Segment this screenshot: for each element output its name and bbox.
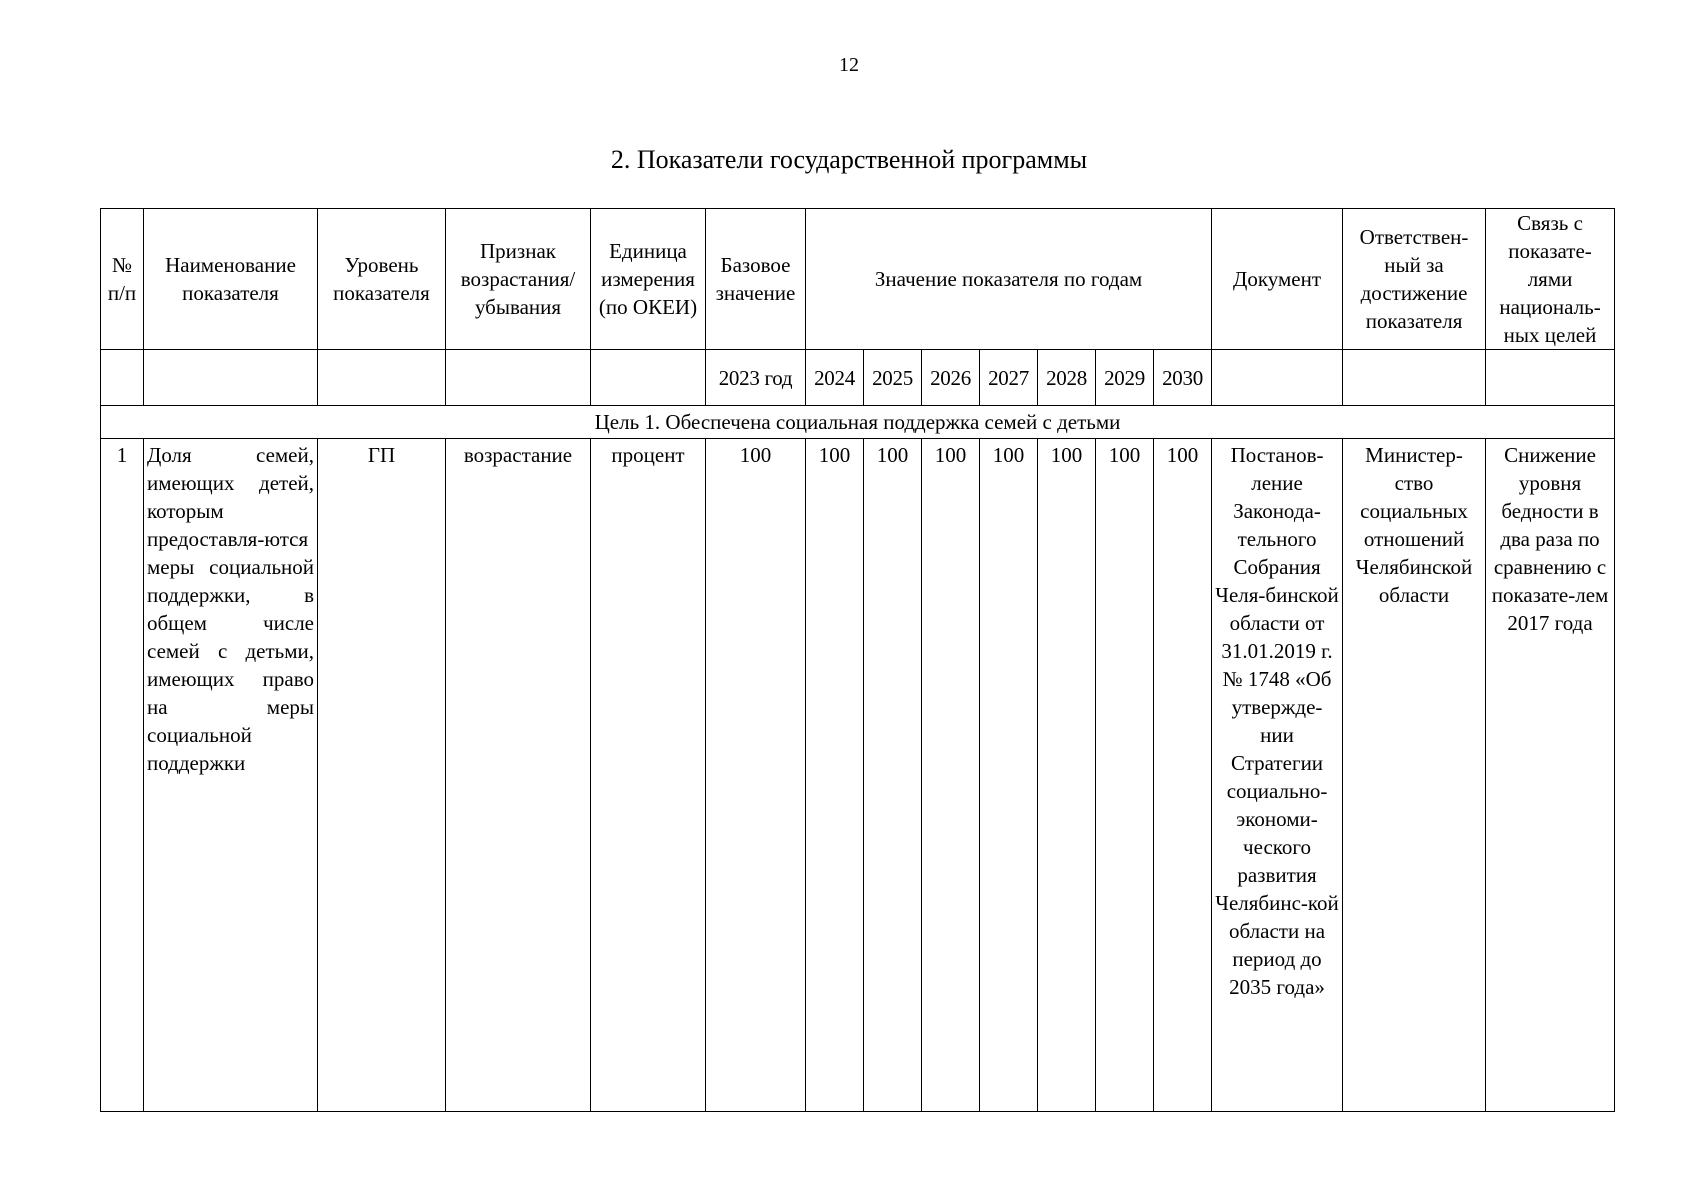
table-row <box>101 439 1615 1112</box>
header-document: Документ <box>1212 209 1343 350</box>
row-document: Постанов-ление Законода-тельного Собрания Челя-бинской области от 31.01.2019 г. № 1748 «Об утвержде-нии Стратегии социально-экономи-ческого развития Челябинс-кой области на период до 2035 года» <box>1212 439 1343 1112</box>
header-sign: Признак возрастания/ убывания <box>446 209 591 350</box>
row-indicator-name: Доля семей, имеющих детей, которым предоставля-ются меры социальной поддержки, в общем числе семей с детьми, имеющих право на меры социальной поддержки <box>144 439 318 1112</box>
row-value-2024: 100 <box>806 439 864 1112</box>
row-level: ГП <box>318 439 446 1112</box>
row-responsible: Министер-ство социальных отношений Челябинской области <box>1343 439 1486 1112</box>
empty-cell <box>144 350 318 406</box>
row-value-2025: 100 <box>864 439 922 1112</box>
header-name: Наименование показателя <box>144 209 318 350</box>
empty-cell <box>446 350 591 406</box>
goal-cell: Цель 1. Обеспечена социальная поддержка семей с детьми <box>101 406 1615 439</box>
row-sign: возрастание <box>446 439 591 1112</box>
year-cell: 2025 <box>864 350 922 406</box>
table-year-row <box>101 350 1615 406</box>
indicators-table <box>100 208 1615 1112</box>
empty-cell <box>591 350 706 406</box>
empty-cell <box>1343 350 1486 406</box>
row-base-value: 100 <box>706 439 806 1112</box>
header-values-by-year: Значение показателя по годам <box>806 209 1212 350</box>
row-national-goal-link: Снижение уровня бедности в два раза по сравнению с показате-лем 2017 года <box>1486 439 1615 1112</box>
row-value-2028: 100 <box>1038 439 1096 1112</box>
header-responsible: Ответствен-ный за достижение показателя <box>1343 209 1486 350</box>
empty-cell <box>1486 350 1615 406</box>
row-value-2027: 100 <box>980 439 1038 1112</box>
year-cell: 2024 <box>806 350 864 406</box>
section-title: 2. Показатели государственной программы <box>610 145 1088 174</box>
page-number: 12 <box>839 54 859 76</box>
year-cell: 2028 <box>1038 350 1096 406</box>
table-header-row <box>101 209 1615 350</box>
header-unit: Единица измерения (по ОКЕИ) <box>591 209 706 350</box>
row-value-2030: 100 <box>1154 439 1212 1112</box>
year-cell: 2027 <box>980 350 1038 406</box>
header-num: № п/п <box>101 209 144 350</box>
empty-cell <box>101 350 144 406</box>
year-cell: 2030 <box>1154 350 1212 406</box>
row-num: 1 <box>101 439 144 1112</box>
goal-row <box>101 406 1615 439</box>
empty-cell <box>1212 350 1343 406</box>
row-value-2029: 100 <box>1096 439 1154 1112</box>
year-cell: 2029 <box>1096 350 1154 406</box>
header-base: Базовое значение <box>706 209 806 350</box>
base-year-cell: 2023 год <box>706 350 806 406</box>
empty-cell <box>318 350 446 406</box>
header-link: Связь с показате-лями националь-ных целей <box>1486 209 1615 350</box>
row-value-2026: 100 <box>922 439 980 1112</box>
row-unit: процент <box>591 439 706 1112</box>
header-level: Уровень показателя <box>318 209 446 350</box>
year-cell: 2026 <box>922 350 980 406</box>
